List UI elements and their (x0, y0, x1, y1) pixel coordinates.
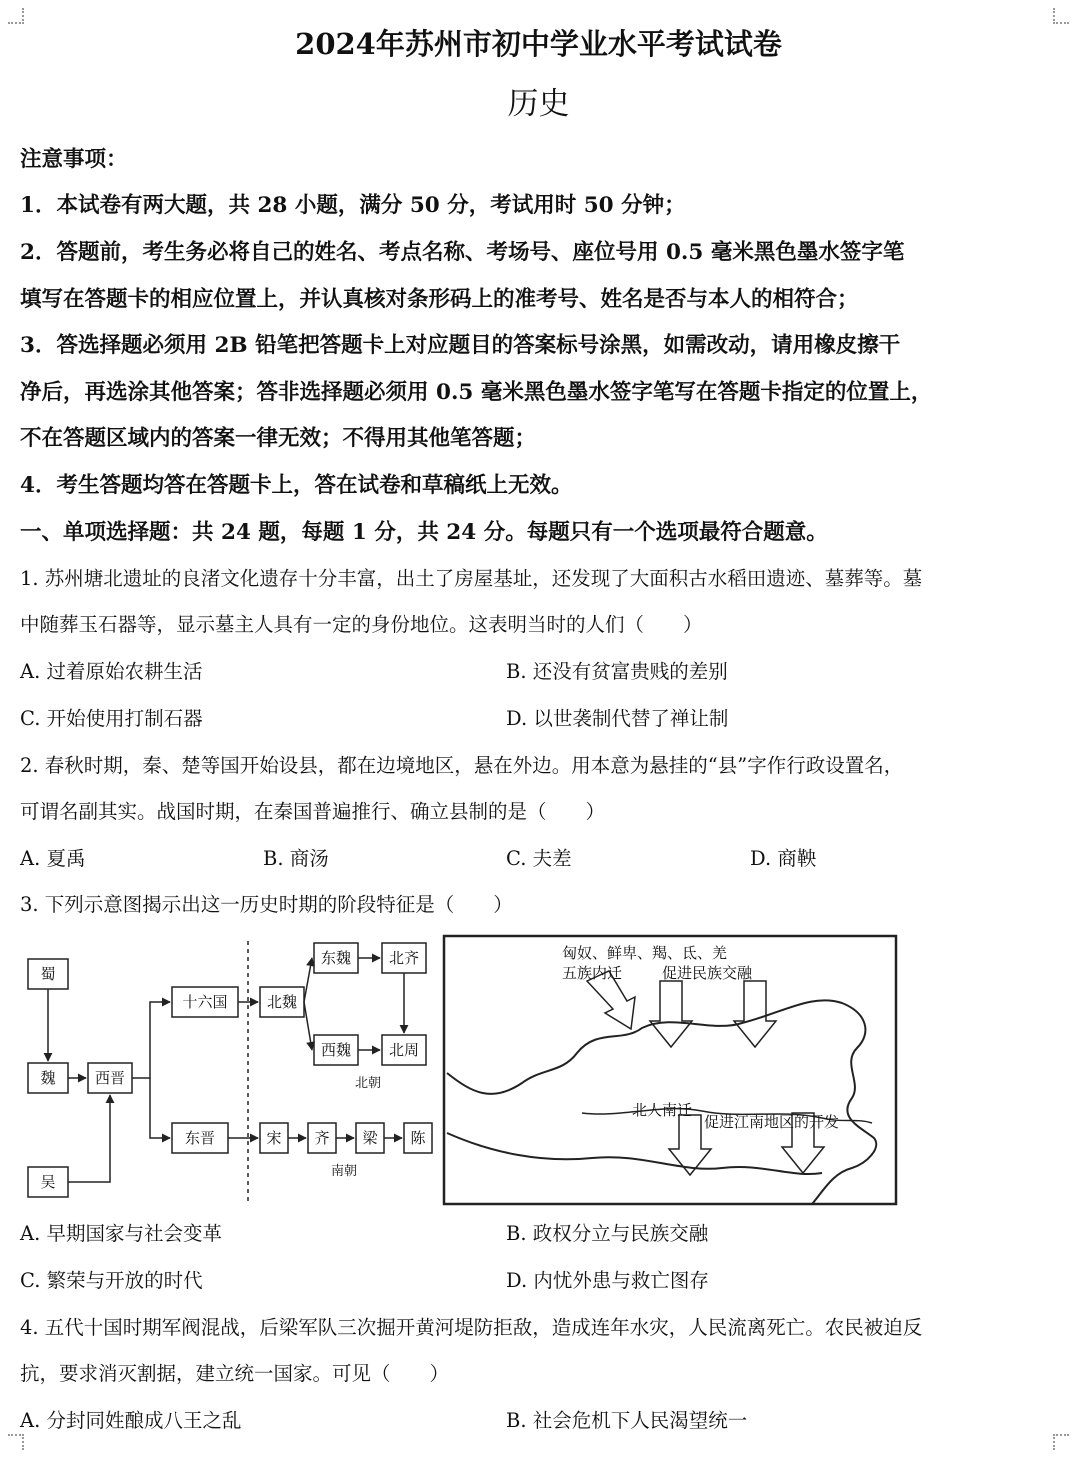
label-nanchao: 南朝 (330, 1164, 358, 1179)
option-a[interactable]: A. 分封同姓酿成八王之乱 (20, 1409, 242, 1432)
option-b[interactable]: B. 商汤 (263, 847, 329, 870)
question-stem: 4. 五代十国时期军阀混战，后梁军队三次掘开黄河堤防拒敌，造成连年水灾，人民流离死亡。农民被迫反 (20, 1316, 923, 1339)
label-beichao: 北朝 (354, 1076, 382, 1091)
label-wu: 吴 (40, 1173, 56, 1191)
question-stem: 1. 苏州塘北遗址的良渚文化遗存十分丰富，出土了房屋基址，还发现了大面积古水稻田遗迹、墓葬等。墓 (20, 567, 923, 590)
question-stem: 3. 下列示意图揭示出这一历史时期的阶段特征是（ ） (20, 893, 513, 916)
option-b[interactable]: B. 社会危机下人民渴望统一 (506, 1409, 748, 1432)
section-heading: 一、单项选择题：共 24 题，每题 1 分，共 24 分。每题只有一个选项最符合题意。 (20, 520, 828, 545)
label-dongjin: 东晋 (184, 1129, 216, 1147)
option-c[interactable]: C. 夫差 (506, 847, 572, 870)
notice-line: 1．本试卷有两大题，共 28 小题，满分 50 分，考试用时 50 分钟； (20, 193, 686, 218)
option-a[interactable]: A. 早期国家与社会变革 (20, 1222, 222, 1245)
option-d[interactable]: D. 商鞅 (750, 847, 817, 870)
label-liang: 梁 (362, 1129, 378, 1147)
question-stem: 抗，要求消灭割据，建立统一国家。可见（ ） (20, 1362, 450, 1385)
map-label-inward: 五族内迁 (562, 964, 623, 982)
question-stem: 2. 春秋时期，秦、楚等国开始设县，都在边境地区，悬在外边。用本意为悬挂的“县”字作行政设置名， (20, 754, 904, 777)
notice-heading: 注意事项： (20, 147, 128, 172)
label-shiliuguo: 十六国 (182, 993, 228, 1011)
label-wei: 魏 (40, 1069, 56, 1087)
label-xiwei: 西魏 (320, 1041, 352, 1059)
option-a[interactable]: A. 过着原始农耕生活 (20, 660, 203, 683)
map-label-jiangnan: 促进江南地区的开发 (704, 1113, 840, 1131)
map-label-fusion: 促进民族交融 (662, 964, 753, 982)
notice-line: 净后，再选涂其他答案；答非选择题必须用 0.5 毫米黑色墨水签字笔写在答题卡指定的位置上， (20, 380, 933, 405)
label-dongwei: 东魏 (320, 949, 352, 967)
crop-mark-bottom-right (1053, 1434, 1069, 1450)
label-xijin: 西晋 (94, 1069, 126, 1087)
option-d[interactable]: D. 以世袭制代替了禅让制 (506, 707, 729, 730)
map-label-tribes: 匈奴、鲜卑、羯、氐、羌 (562, 944, 728, 962)
label-shu: 蜀 (40, 965, 56, 983)
option-b[interactable]: B. 政权分立与民族交融 (506, 1222, 709, 1245)
label-beizhou: 北周 (388, 1041, 420, 1059)
notice-line: 不在答题区域内的答案一律无效；不得用其他笔答题； (20, 426, 537, 451)
option-a[interactable]: A. 夏禹 (20, 847, 86, 870)
subject-title: 历史 (507, 86, 570, 122)
notice-line: 4．考生答题均答在答题卡上，答在试卷和草稿纸上无效。 (20, 473, 573, 498)
notice-line: 3．答选择题必须用 2B 铅笔把答题卡上对应题目的答案标号涂黑，如需改动，请用橡皮擦干 (20, 333, 901, 358)
label-beiqi: 北齐 (388, 949, 420, 967)
history-diagram (22, 933, 902, 1208)
exam-title: 2024年苏州市初中学业水平考试试卷 (295, 27, 782, 61)
arrow-south (650, 981, 692, 1047)
notice-line: 填写在答题卡的相应位置上，并认真核对条形码上的准考号、姓名是否与本人的相符合； (20, 287, 859, 312)
option-c[interactable]: C. 开始使用打制石器 (20, 707, 203, 730)
label-beiwei: 北魏 (266, 993, 298, 1011)
notice-line: 2．答题前，考生务必将自己的姓名、考点名称、考场号、座位号用 0.5 毫米黑色墨水签字笔 (20, 240, 905, 265)
label-qi: 齐 (314, 1129, 330, 1147)
label-song: 宋 (266, 1129, 282, 1147)
crop-mark-bottom-left (8, 1434, 24, 1450)
map-label-south: 北人南迁 (632, 1101, 693, 1119)
option-c[interactable]: C. 繁荣与开放的时代 (20, 1269, 203, 1292)
question-stem: 中随葬玉石器等，显示墓主人具有一定的身份地位。这表明当时的人们（ ） (20, 613, 703, 636)
option-b[interactable]: B. 还没有贫富贵贱的差别 (506, 660, 728, 683)
option-d[interactable]: D. 内忧外患与救亡图存 (506, 1269, 709, 1292)
label-chen: 陈 (410, 1129, 426, 1147)
question-stem: 可谓名副其实。战国时期，在秦国普遍推行、确立县制的是（ ） (20, 800, 606, 823)
